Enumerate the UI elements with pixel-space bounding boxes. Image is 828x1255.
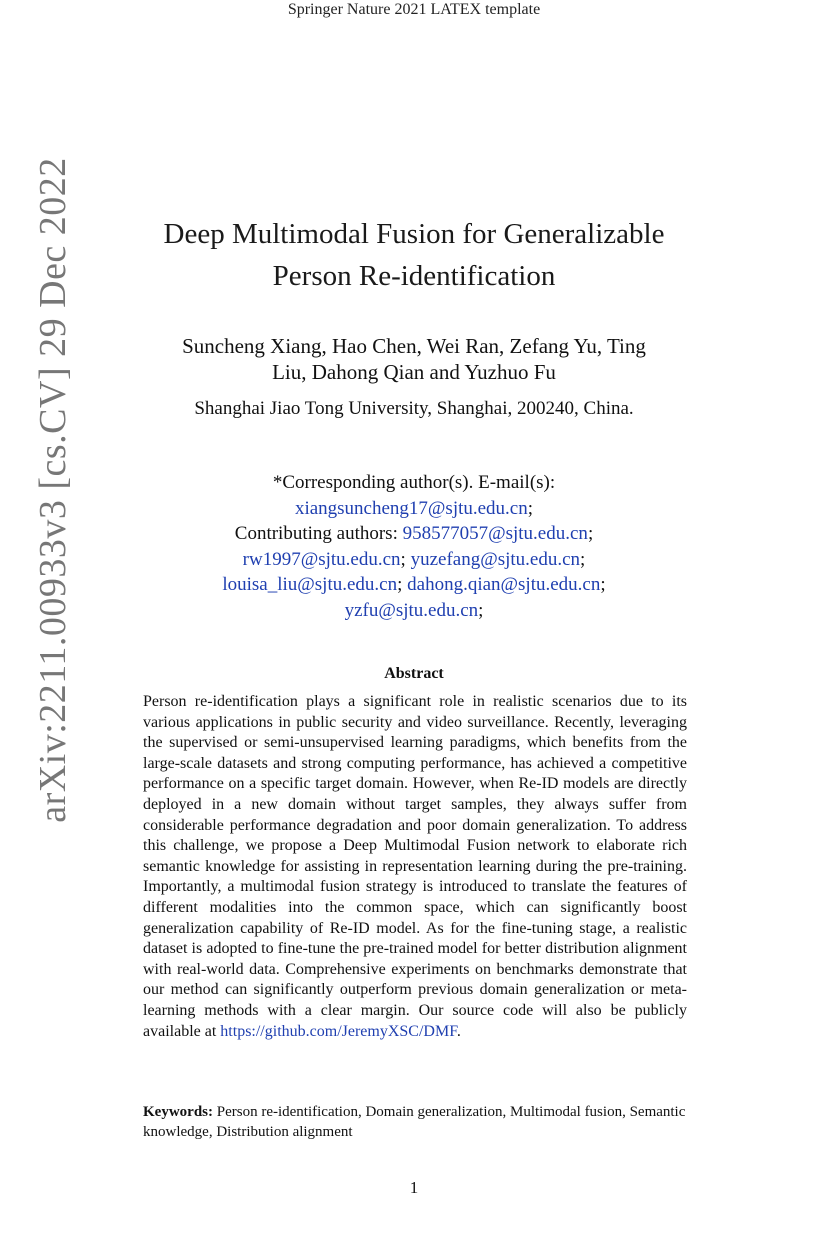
affiliation: Shanghai Jiao Tong University, Shanghai, 200240, China.: [194, 398, 634, 419]
email-link[interactable]: yzfu@sjtu.edu.cn: [344, 599, 479, 621]
abstract-text: Person re-identification plays a significant role in realistic scenarios due to its various applications in public security and video surveillance. Recently, leveraging the supervised or semi-unsupervised learning paradigms, which benefits from the large-scale datasets and strong computing performance, has achieved a competitive performance on a specific target domain. However, when Re-ID models are directly deployed in a new domain without target samples, they always suffer from considerable performance degradation and poor domain generalization. To address this challenge, we propose a Deep Multimodal Fusion network to elaborate rich semantic knowledge for assisting in representation learning during the pre-training. Importantly, a multimodal fusion strategy is introduced to translate the features of different modalities into the common space, which can significantly boost generalization capability of Re-ID model. As for the fine-tuning stage, a realistic dataset is adopted to fine-tune the pre-trained model for better distribution alignment with real-world data. Comprehensive experiments on benchmarks demonstrate that our method can significantly outperform previous domain generalization or meta-learning methods with a clear margin. Our source code will also be publicly available at: [143, 693, 687, 1040]
abstract-heading: Abstract: [384, 665, 444, 682]
abstract-end: .: [456, 1022, 461, 1040]
keywords-label: Keywords:: [143, 1104, 213, 1120]
keywords: [143, 1102, 687, 1142]
contributing-label: Contributing authors:: [234, 523, 398, 544]
abstract-body: [143, 692, 687, 1042]
email-link[interactable]: rw1997@sjtu.edu.cn: [242, 548, 401, 570]
code-repository-link[interactable]: https://github.com/JeremyXSC/DMF: [220, 1022, 457, 1040]
keywords-text: Person re-identification, Domain generalization, Multimodal fusion, Semantic knowledge, Distribution alignment: [143, 1104, 686, 1140]
contact-block: *Corresponding author(s). E-mail(s): xiangsuncheng17@sjtu.edu.cn; Contributing authors: 958577057@sjtu.edu.cn; rw1997@sjtu.edu.cn; yuzefang@sjtu.edu.cn; louisa_liu@sjtu.edu.cn; dahong.qian@sjtu.edu.cn; yzfu@sjtu.edu.cn;: [0, 470, 828, 623]
title-line-2: Person Re-identification: [272, 260, 556, 292]
page-number: 1: [409, 1178, 419, 1197]
email-link[interactable]: dahong.qian@sjtu.edu.cn: [407, 574, 601, 595]
running-header: Springer Nature 2021 LATEX template: [287, 1, 541, 18]
title-line-1: Deep Multimodal Fusion for Generalizable: [163, 218, 665, 250]
author-list: [0, 333, 828, 385]
email-link[interactable]: yuzefang@sjtu.edu.cn: [410, 548, 581, 570]
arxiv-side-stamp: arXiv:2211.00933v3 [cs.CV] 29 Dec 2022: [32, 157, 74, 823]
email-link[interactable]: louisa_liu@sjtu.edu.cn: [222, 574, 398, 595]
email-link-corresponding[interactable]: xiangsuncheng17@sjtu.edu.cn: [294, 497, 528, 519]
paper-title: [0, 213, 828, 297]
corresponding-label: *Corresponding author(s). E-mail(s):: [272, 472, 556, 493]
authors-line-2: Liu, Dahong Qian and Yuzhuo Fu: [272, 360, 556, 384]
email-link[interactable]: 958577057@sjtu.edu.cn: [402, 523, 588, 544]
authors-line-1: Suncheng Xiang, Hao Chen, Wei Ran, Zefang Yu, Ting: [182, 334, 646, 358]
